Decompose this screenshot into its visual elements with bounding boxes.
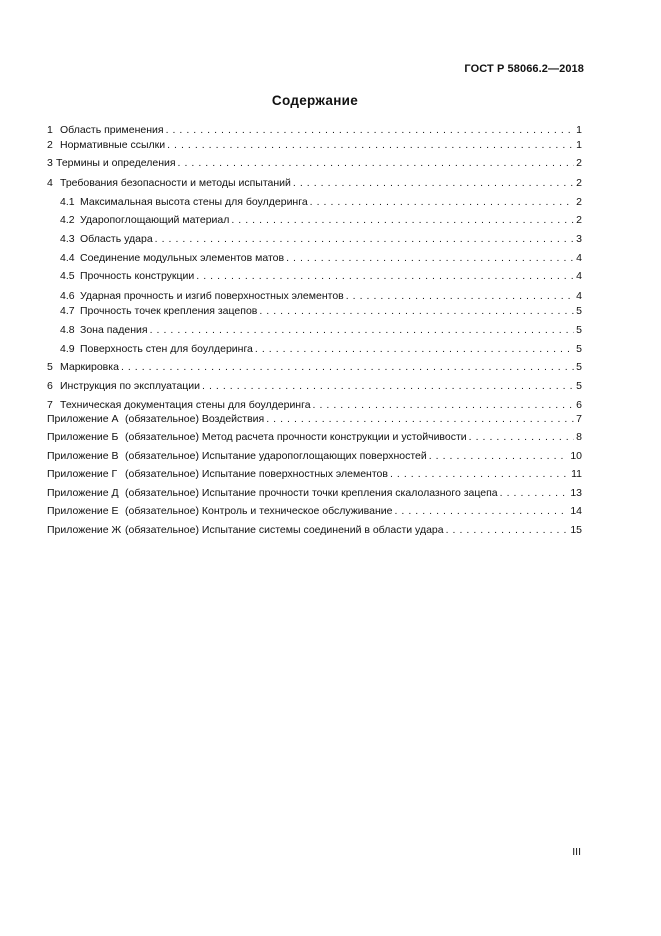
toc-entry-page: 5 xyxy=(576,361,582,373)
toc-entry[interactable] xyxy=(60,322,582,336)
toc-entry-page: 7 xyxy=(576,413,582,425)
toc-entry-title: Соединение модульных элементов матов xyxy=(80,252,285,264)
toc-leader-dots xyxy=(266,413,574,425)
toc-entry-number: Приложение Г xyxy=(47,468,118,480)
toc-entry-number: Приложение Ж xyxy=(47,524,122,536)
toc-entry-page: 5 xyxy=(576,380,582,392)
toc-entry[interactable] xyxy=(47,175,582,189)
toc-entry-number: 4.8 xyxy=(60,324,75,336)
toc-entry-page: 3 xyxy=(576,233,582,245)
toc-leader-dots xyxy=(469,431,574,443)
toc-entry-number: Приложение В xyxy=(47,450,119,462)
toc-entry-number: 1 xyxy=(47,124,53,136)
toc-leader-dots xyxy=(150,324,575,336)
toc-entry-title: (обязательное) Метод расчета прочности конструкции и устойчивости xyxy=(125,431,467,443)
toc-entry-page: 6 xyxy=(576,399,582,411)
toc-entry[interactable] xyxy=(60,231,582,245)
toc-entry[interactable] xyxy=(47,397,582,411)
toc-entry-number: 3 xyxy=(47,157,53,169)
toc-leader-dots xyxy=(121,361,574,373)
toc-entry-number: 4.1 xyxy=(60,196,75,208)
toc-entry-page: 2 xyxy=(576,196,582,208)
toc-entry-title: (обязательное) Испытание ударопоглощающих поверхностей xyxy=(125,450,427,462)
toc-entry-page: 4 xyxy=(576,270,582,282)
toc-entry-number: 4 xyxy=(47,177,53,189)
toc-entry-title: Прочность точек крепления зацепов xyxy=(80,305,258,317)
toc-entry-number: Приложение Д xyxy=(47,487,119,499)
toc-entry[interactable] xyxy=(60,268,582,282)
toc-entry-title: Прочность конструкции xyxy=(80,270,195,282)
toc-leader-dots xyxy=(155,233,574,245)
toc-entry-page: 2 xyxy=(576,177,582,189)
toc-entry-title: (обязательное) Воздействия xyxy=(125,413,265,425)
toc-entry-number: 4.4 xyxy=(60,252,75,264)
toc-entry-title: Требования безопасности и методы испытаний xyxy=(60,177,291,189)
toc-entry-number: Приложение Б xyxy=(47,431,119,443)
toc-entry-title: Ударная прочность и изгиб поверхностных элементов xyxy=(80,290,344,302)
toc-entry-title: (обязательное) Испытание прочности точки крепления скалолазного зацепа xyxy=(125,487,498,499)
toc-entry-page: 4 xyxy=(576,290,582,302)
toc-entry-number: 5 xyxy=(47,361,53,373)
toc-entry[interactable] xyxy=(47,137,582,151)
toc-leader-dots xyxy=(178,157,575,169)
toc-entry-page: 1 xyxy=(576,139,582,151)
toc-entry-title: Максимальная высота стены для боулдеринга xyxy=(80,196,308,208)
toc-leader-dots xyxy=(390,468,569,480)
toc-entry-number: 4.5 xyxy=(60,270,75,282)
toc-entry-number: 6 xyxy=(47,380,53,392)
toc-entry-page: 4 xyxy=(576,252,582,264)
page-number: III xyxy=(572,846,581,858)
toc-entry-page: 13 xyxy=(570,487,582,499)
toc-entry-page: 5 xyxy=(576,324,582,336)
toc-entry-title: (обязательное) Испытание поверхностных элементов xyxy=(125,468,388,480)
toc-entry-number: 4.6 xyxy=(60,290,75,302)
toc-entry[interactable] xyxy=(47,378,582,392)
toc-leader-dots xyxy=(313,399,575,411)
toc-entry-page: 5 xyxy=(576,305,582,317)
toc-entry-title: (обязательное) Контроль и техническое обслуживание xyxy=(125,505,393,517)
toc-entry[interactable] xyxy=(47,522,582,536)
toc-entry-title: Маркировка xyxy=(60,361,119,373)
toc-entry-page: 8 xyxy=(576,431,582,443)
toc-entry-title: Инструкция по эксплуатации xyxy=(60,380,201,392)
toc-entry-page: 2 xyxy=(576,157,582,169)
toc-entry[interactable] xyxy=(47,359,582,373)
toc-entry-title: Поверхность стен для боулдеринга xyxy=(80,343,253,355)
toc-entry-title: (обязательное) Испытание системы соединений в области удара xyxy=(125,524,444,536)
toc-entry[interactable] xyxy=(60,194,582,208)
toc-entry-page: 5 xyxy=(576,343,582,355)
toc-entry-number: 4.7 xyxy=(60,305,75,317)
toc-entry-page: 11 xyxy=(571,468,582,480)
toc-entry-title: Нормативные ссылки xyxy=(60,139,166,151)
toc-entry[interactable] xyxy=(60,288,582,302)
toc-leader-dots xyxy=(310,196,574,208)
toc-entry-number: 4.2 xyxy=(60,214,75,226)
toc-entry[interactable] xyxy=(60,212,582,226)
toc-leader-dots xyxy=(167,139,574,151)
toc-leader-dots xyxy=(286,252,574,264)
toc-leader-dots xyxy=(166,124,575,136)
toc-leader-dots xyxy=(202,380,574,392)
toc-entry[interactable] xyxy=(47,448,582,462)
toc-entry[interactable] xyxy=(47,429,582,443)
toc-entry[interactable] xyxy=(60,341,582,355)
toc-leader-dots xyxy=(394,505,568,517)
toc-leader-dots xyxy=(293,177,574,189)
toc-entry[interactable] xyxy=(47,485,582,499)
toc-entry-page: 10 xyxy=(570,450,582,462)
toc-leader-dots xyxy=(196,270,574,282)
toc-entry-number: 4.3 xyxy=(60,233,75,245)
toc-entry[interactable] xyxy=(47,122,582,136)
toc-entry-title: Техническая документация стены для боулдеринга xyxy=(60,399,311,411)
toc-entry-page: 15 xyxy=(570,524,582,536)
toc-entry-title: Область удара xyxy=(80,233,153,245)
toc-entry-page: 2 xyxy=(576,214,582,226)
toc-title: Содержание xyxy=(271,93,359,108)
toc-entry[interactable] xyxy=(60,250,582,264)
toc-entry-number: Приложение Е xyxy=(47,505,119,517)
toc-entry-title: Ударопоглощающий материал xyxy=(80,214,230,226)
toc-entry-page: 1 xyxy=(576,124,582,136)
toc-entry[interactable] xyxy=(47,466,582,480)
toc-entry-number: 7 xyxy=(47,399,53,411)
toc-entry[interactable] xyxy=(47,155,582,169)
toc-leader-dots xyxy=(346,290,574,302)
toc-leader-dots xyxy=(446,524,569,536)
toc-leader-dots xyxy=(231,214,574,226)
toc-entry-title: Зона падения xyxy=(80,324,148,336)
toc-entry[interactable] xyxy=(47,411,582,425)
toc-leader-dots xyxy=(259,305,574,317)
toc-entry-title: Область применения xyxy=(60,124,164,136)
toc-entry[interactable] xyxy=(47,503,582,517)
toc-entry[interactable] xyxy=(60,303,582,317)
toc-entry-page: 14 xyxy=(570,505,582,517)
toc-leader-dots xyxy=(429,450,569,462)
toc-leader-dots xyxy=(255,343,574,355)
toc-entry-number: 4.9 xyxy=(60,343,75,355)
toc-entry-title: Термины и определения xyxy=(56,157,176,169)
toc-entry-number: 2 xyxy=(47,139,53,151)
document-code: ГОСТ Р 58066.2—2018 xyxy=(464,63,584,75)
toc-entry-number: Приложение А xyxy=(47,413,119,425)
toc-leader-dots xyxy=(500,487,569,499)
